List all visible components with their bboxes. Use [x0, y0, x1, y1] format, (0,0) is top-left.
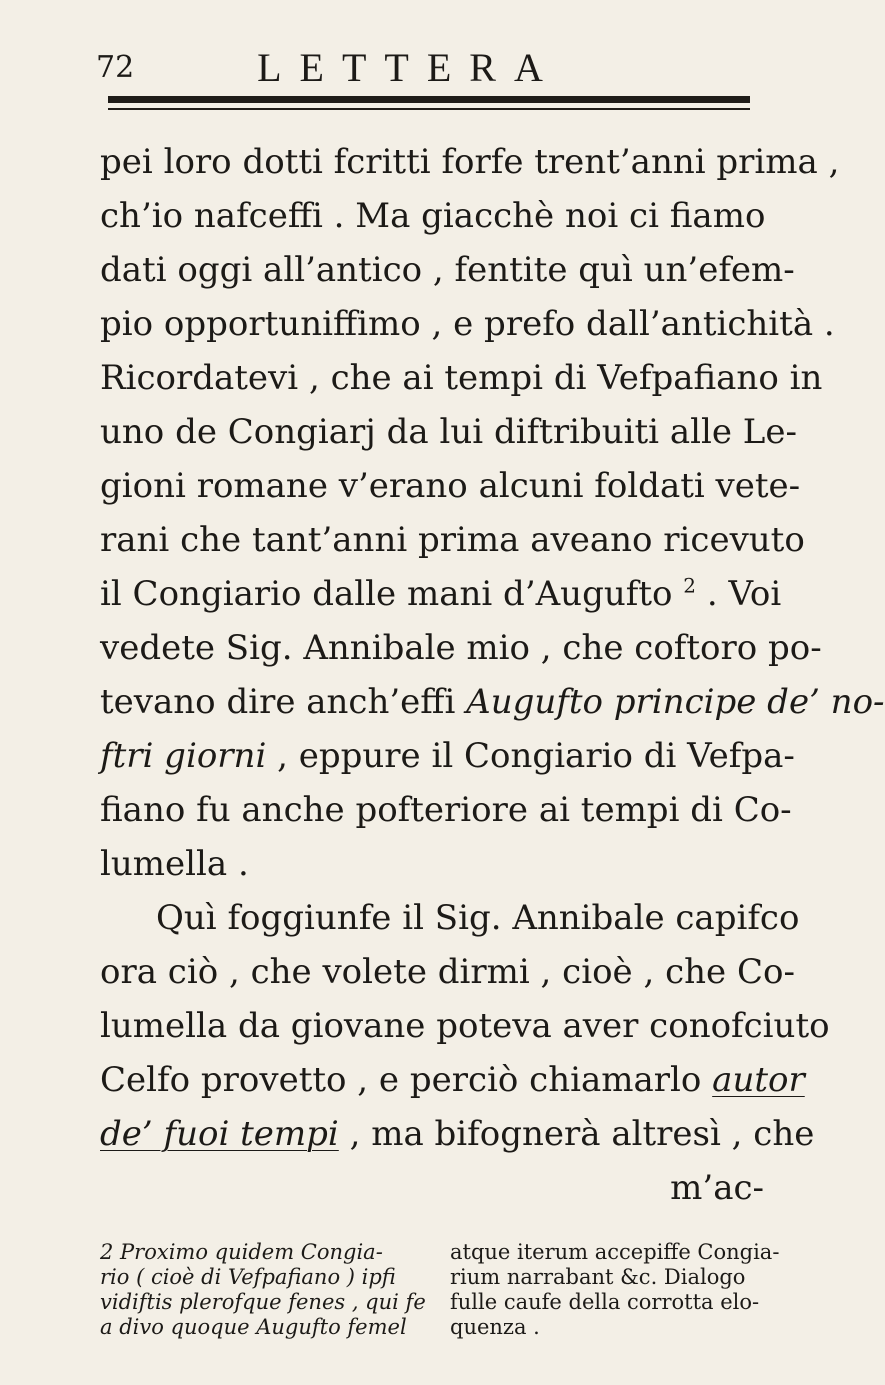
text-line-9-b: . Voi: [706, 574, 782, 614]
footnote-line: atque iterum accepiffe Congia-: [450, 1240, 780, 1264]
text-line-11-a: tevano dire anch’effi: [100, 682, 456, 722]
text-line-18-a: Celfo provetto , e perciò chiamarlo: [100, 1060, 702, 1100]
text-line-4: pio opportuniffimo , e prefo dall’antichità .: [100, 304, 835, 344]
text-line-19-b: , ma bifognerà altresì , che: [349, 1114, 815, 1154]
text-line-10: vedete Sig. Annibale mio , che coftoro po-: [100, 628, 822, 668]
text-line-8: rani che tant’anni prima aveano ricevuto: [100, 520, 805, 560]
text-line-9-a: il Congiario dalle mani d’Augufto: [100, 574, 673, 614]
text-line-15: Quì foggiunfe il Sig. Annibale capifco: [156, 898, 800, 938]
text-line-18-italic: autor: [712, 1060, 805, 1100]
text-line-2: ch’io nafceffi . Ma giacchè noi ci fiamo: [100, 196, 766, 236]
header-rule-thin: [108, 108, 750, 110]
text-line-12-b: , eppure il Congiario di Vefpa-: [277, 736, 795, 776]
page-number: 72: [96, 50, 135, 85]
footnote-ref-2: 2: [683, 573, 697, 598]
footnote-line: fulle caufe della corrotta elo-: [450, 1290, 760, 1314]
footnote-line: 2 Proximo quidem Congia-: [100, 1240, 383, 1264]
text-line-7: gioni romane v’erano alcuni foldati vete-: [100, 466, 801, 506]
text-line-5: Ricordatevi , che ai tempi di Vefpafiano in: [100, 358, 823, 398]
footnote-line: rium narrabant &c. Dialogo: [450, 1265, 746, 1289]
text-line-18: [100, 1053, 805, 1107]
text-line-11: [100, 675, 885, 729]
text-line-17: lumella da giovane poteva aver conofciuto: [100, 1006, 830, 1046]
footnote-column-right: [450, 1240, 780, 1340]
text-line-19: [100, 1107, 815, 1161]
text-line-1: pei loro dotti fcritti forfe trent’anni prima ,: [100, 142, 840, 182]
text-line-13: fiano fu anche pofteriore ai tempi di Co-: [100, 790, 792, 830]
footnotes: [100, 1240, 780, 1340]
catchword: m’ac-: [670, 1168, 764, 1208]
footnote-column-left: [100, 1240, 430, 1340]
page-header: [0, 44, 800, 104]
header-rule-thick: [108, 96, 750, 103]
text-line-12: [100, 729, 795, 783]
footnote-line: quenza .: [450, 1315, 540, 1339]
text-line-9: [100, 567, 782, 621]
text-line-11-italic: Augufto principe de’ no-: [466, 682, 885, 722]
text-line-19-italic: de’ fuoi tempi: [100, 1114, 339, 1154]
footnote-line: a divo quoque Augufto femel: [100, 1315, 407, 1339]
text-line-16: ora ciò , che volete dirmi , cioè , che Co-: [100, 952, 795, 992]
text-line-6: uno de Congiarj da lui diftribuiti alle Le-: [100, 412, 797, 452]
body-text: [100, 135, 885, 1215]
text-line-14: lumella .: [100, 844, 249, 884]
footnote-line: rio ( cioè di Vefpafiano ) ipfi: [100, 1265, 396, 1289]
footnote-line: vidiftis plerofque fenes , qui fe: [100, 1290, 426, 1314]
running-title: LETTERA: [257, 45, 561, 90]
text-line-12-italic: ftri giorni: [100, 736, 267, 776]
text-line-3: dati oggi all’antico , fentite quì un’efem-: [100, 250, 795, 290]
